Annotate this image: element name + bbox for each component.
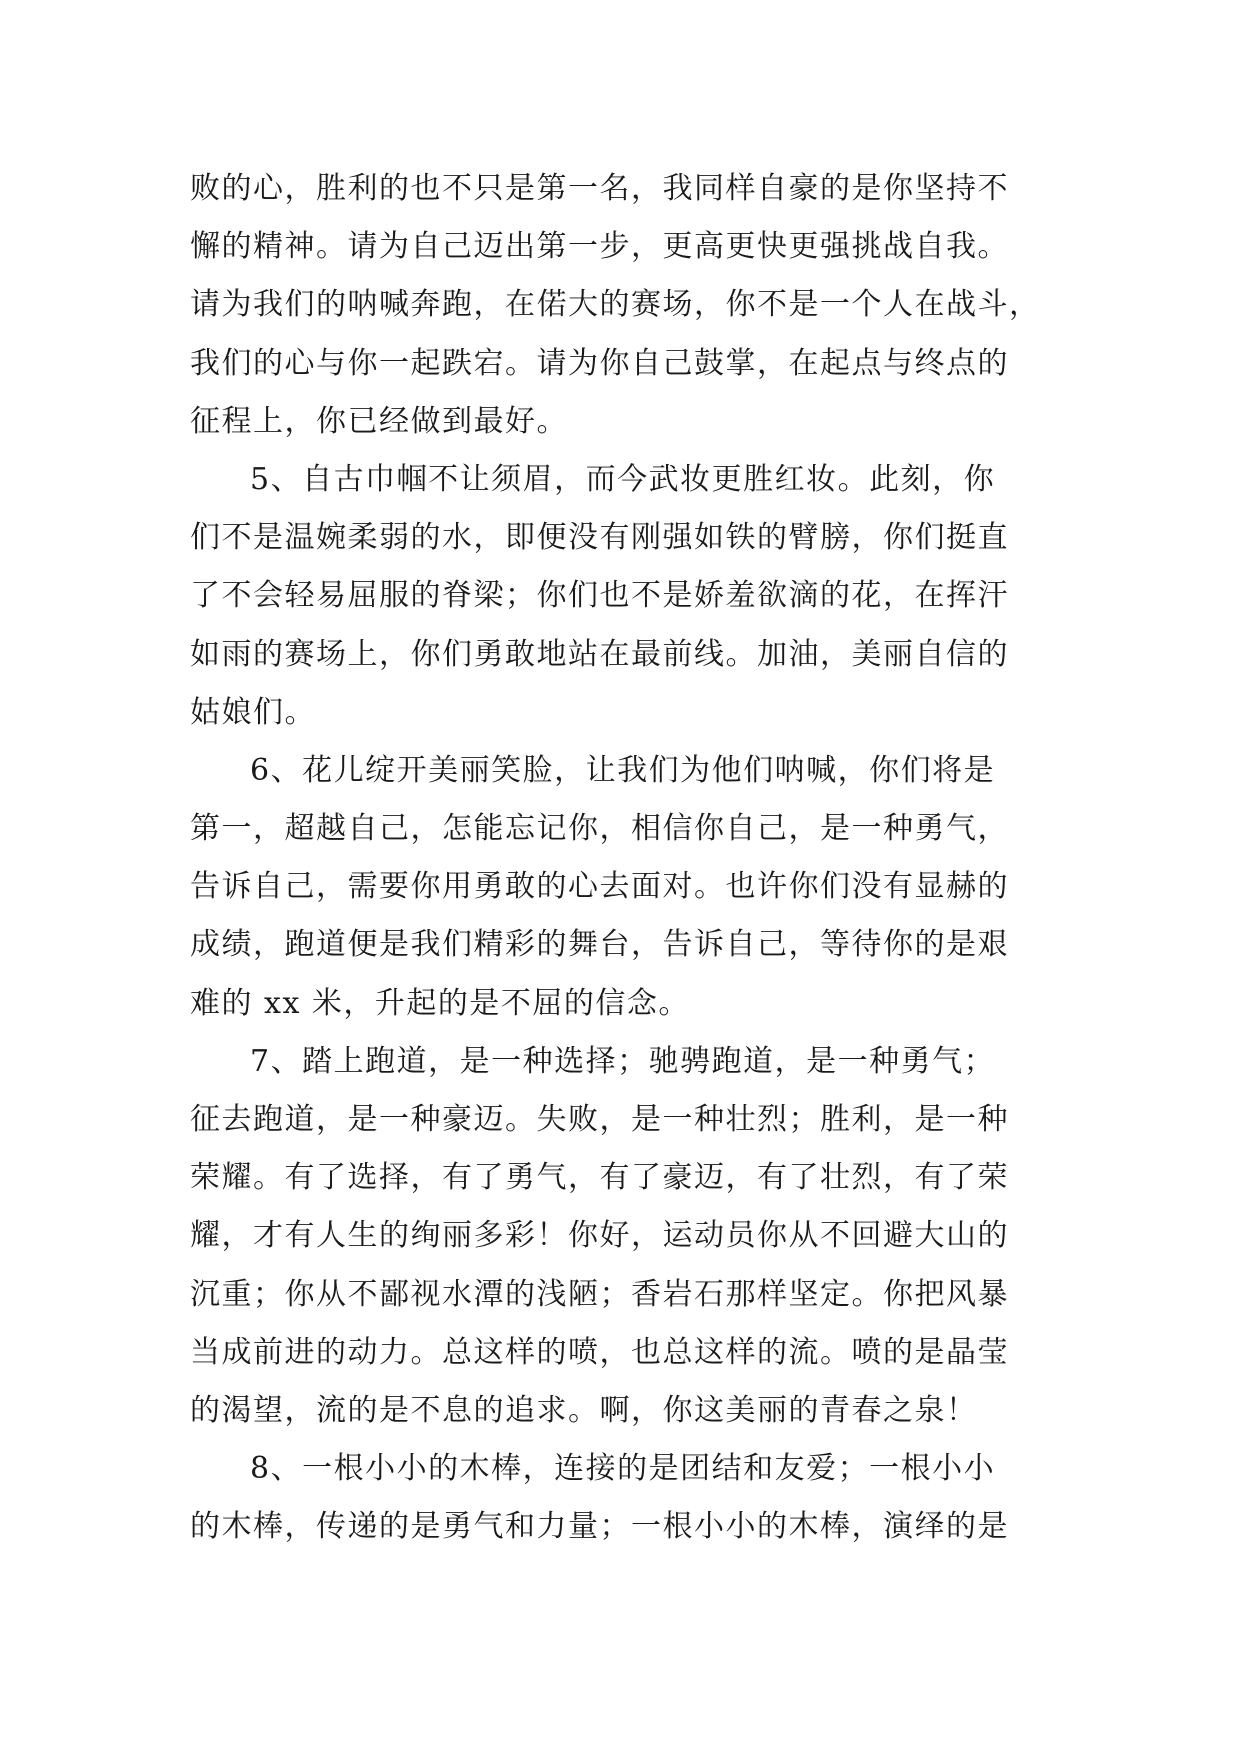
- text-line: 难的 xx 米，升起的是不屈的信念。: [190, 985, 690, 1021]
- text-line: 姑娘们。: [190, 694, 316, 730]
- text-line: 成绩，跑道便是我们精彩的舞台，告诉自己，等待你的是艰: [190, 927, 1009, 963]
- paragraph-first-line: 7、踏上跑道，是一种选择；驰骋跑道，是一种勇气；: [250, 1043, 996, 1079]
- text-line: 第一，超越自己，怎能忘记你，相信你自己，是一种勇气，: [190, 811, 1009, 847]
- text-line: 懈的精神。请为自己迈出第一步，更高更快更强挑战自我。: [190, 229, 1009, 265]
- text-line: 如雨的赛场上，你们勇敢地站在最前线。加油，美丽自信的: [190, 636, 1009, 672]
- text-line: 征程上，你已经做到最好。: [190, 403, 568, 439]
- text-line: 沉重；你从不鄙视水潭的浅陋；香岩石那样坚定。你把风暴: [190, 1276, 1009, 1312]
- text-line: 征去跑道，是一种豪迈。失败，是一种壮烈；胜利，是一种: [190, 1102, 1009, 1137]
- text-line: 荣耀。有了选择，有了勇气，有了豪迈，有了壮烈，有了荣: [190, 1160, 1009, 1196]
- document-body: [190, 160, 1070, 1557]
- text-line: 耀，才有人生的绚丽多彩！你好，运动员你从不回避大山的: [190, 1218, 1009, 1254]
- text-line: 我们的心与你一起跌宕。请为你自己鼓掌，在起点与终点的: [190, 345, 1009, 381]
- text-line: 告诉自己，需要你用勇敢的心去面对。也许你们没有显赫的: [190, 869, 1009, 905]
- text-line: 了不会轻易屈服的脊梁；你们也不是娇羞欲滴的花，在挥汗: [190, 578, 1009, 614]
- text-line: 的木棒，传递的是勇气和力量；一根小小的木棒，演绎的是: [190, 1509, 1009, 1545]
- text-line: 们不是温婉柔弱的水，即便没有刚强如铁的臂膀，你们挺直: [190, 520, 1009, 556]
- text-line: 当成前进的动力。总这样的喷，也总这样的流。喷的是晶莹: [190, 1334, 1009, 1370]
- text-line: 败的心，胜利的也不只是第一名，我同样自豪的是你坚持不: [190, 171, 1009, 206]
- paragraph-first-line: 8、一根小小的木棒，连接的是团结和友爱；一根小小: [250, 1451, 996, 1487]
- text-line: 的渴望，流的是不息的追求。啊，你这美丽的青春之泉！: [190, 1392, 978, 1428]
- paragraph-first-line: 5、自古巾帼不让须眉，而今武妆更胜红妆。此刻，你: [250, 461, 996, 497]
- paragraph-first-line: 6、花儿绽开美丽笑脸，让我们为他们呐喊，你们将是: [250, 752, 996, 788]
- text-line: 请为我们的呐喊奔跑，在偌大的赛场，你不是一个人在战斗，: [190, 287, 1041, 323]
